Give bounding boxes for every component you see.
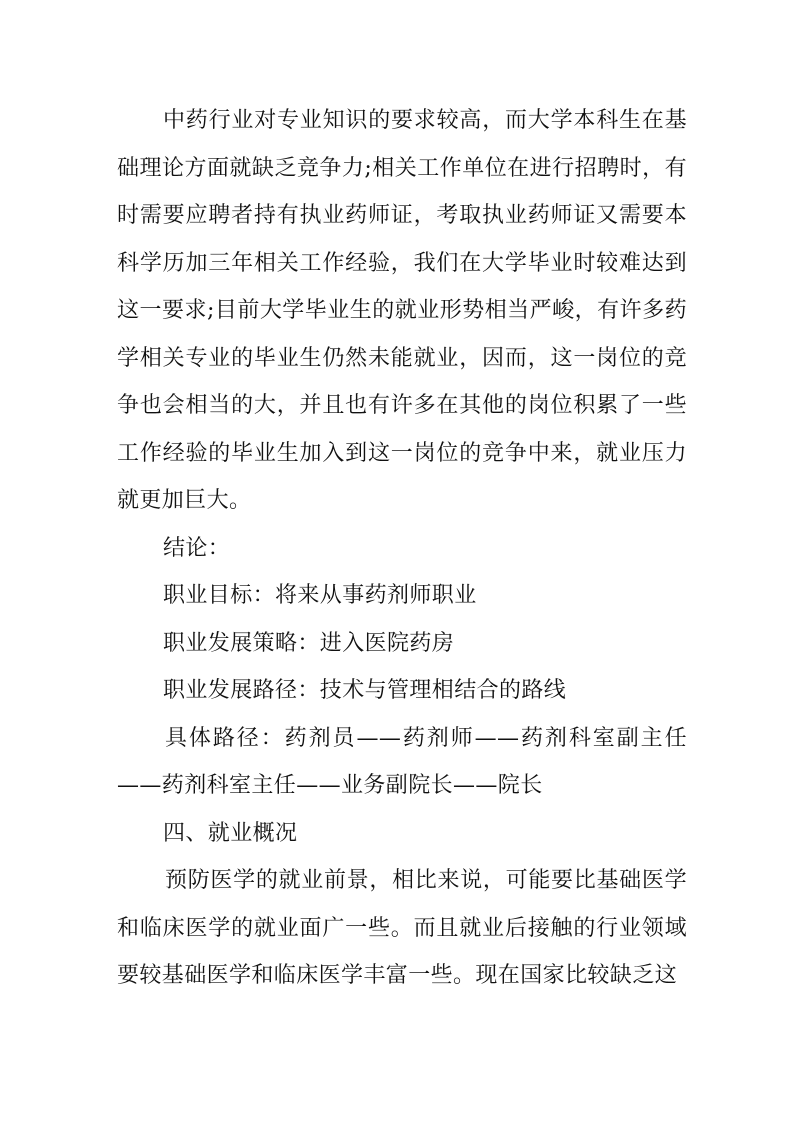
- paragraph-career-strategy: 职业发展策略：进入医院药房: [163, 630, 455, 656]
- section-heading-employment-overview: 四、就业概况: [163, 820, 298, 846]
- paragraph-industry-requirements: 中药行业对专业知识的要求较高，而大学本科生在基础理论方面就缺乏竞争力;相关工作单位在进行招聘时，有时需要应聘者持有执业药师证，考取执业药师证又需要本科学历加三年相关工作经验，我们在大学毕业时较难达到这一要求;目前大学毕业生的就业形势相当严峻，有许多药学相关专业的毕业生仍然未能就业，因而，这一岗位的竞争也会相当的大，并且也有许多在其他的岗位积累了一些工作经验的毕业生加入到这一岗位的竞争中来，就业压力就更加巨大。: [117, 108, 687, 513]
- paragraph-specific-path: 具体路径：药剂员——药剂师——药剂科室副主任——药剂科室主任——业务副院长——院长: [117, 725, 687, 798]
- paragraph-conclusion-heading: 结论：: [163, 535, 231, 561]
- document-body: [117, 97, 687, 1000]
- paragraph-career-path: 职业发展路径：技术与管理相结合的路线: [163, 678, 567, 703]
- paragraph-career-goal: 职业目标：将来从事药剂师职业: [163, 583, 477, 608]
- paragraph-preventive-medicine: 预防医学的就业前景，相比来说，可能要比基础医学和临床医学的就业面广一些。而且就业后接触的行业领域要较基础医学和临床医学丰富一些。现在国家比较缺乏这: [117, 868, 687, 988]
